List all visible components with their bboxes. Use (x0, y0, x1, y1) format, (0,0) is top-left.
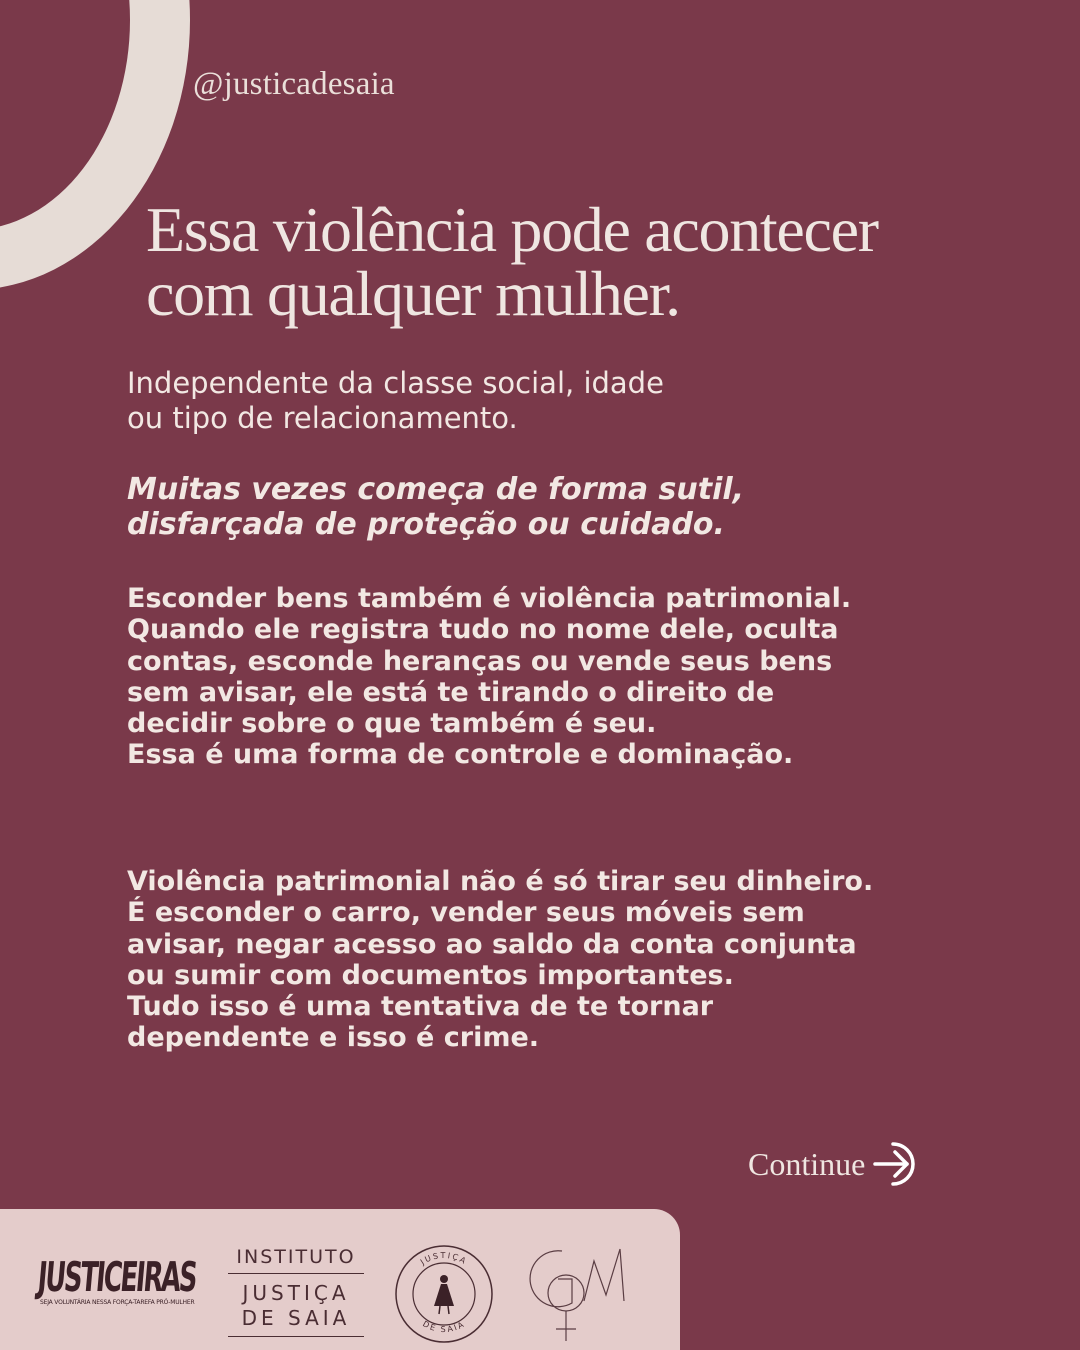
paragraph-line: sem avisar, ele está te tirando o direito de (127, 676, 775, 708)
paragraph-line: Violência patrimonial não é só tirar seu dinheiro. (127, 866, 874, 897)
paragraph-line: Tudo isso é uma tentativa de te tornar (127, 991, 714, 1023)
headline-line: Essa violência pode acontecer (146, 194, 878, 265)
woman-figure-icon (434, 1275, 454, 1314)
paragraph-line: contas, esconde heranças ou vende seus bens (127, 645, 833, 677)
justiceiras-wordmark: JUSTICEIRAS (35, 1253, 198, 1301)
seal-bottom-text: DE SAIA (421, 1319, 467, 1335)
emphasis-line: Muitas vezes começa de forma sutil, (127, 472, 745, 507)
instituto-line: JUSTIÇA (242, 1281, 350, 1305)
paragraph-patrimonial-violence (127, 866, 873, 1054)
instituto-line: INSTITUTO (228, 1245, 364, 1274)
paragraph-line: É esconder o carro, vender seus móveis sem (127, 897, 805, 929)
paragraph-line: Esconder bens também é violência patrimonial. (127, 583, 852, 614)
paragraph-line: Quando ele registra tudo no nome dele, oculta (127, 614, 839, 646)
justiceiras-logo (35, 1253, 202, 1333)
headline (146, 194, 1026, 329)
instituto-justica-de-saia-logo (228, 1245, 364, 1337)
justica-de-saia-seal-logo (392, 1242, 496, 1346)
paragraph-hiding-assets (127, 583, 851, 771)
svg-text:JUSTIÇA (418, 1251, 469, 1267)
intro-line: Independente da classe social, idade (127, 366, 664, 400)
seal-top-text: JUSTIÇA (418, 1250, 469, 1267)
instagram-handle: @justicadesaia (193, 66, 395, 102)
intro-line: ou tipo de relacionamento. (127, 401, 518, 435)
partners-footer (0, 1209, 680, 1350)
continue-label: Continue (748, 1145, 866, 1182)
instituto-line: DE SAIA (228, 1306, 364, 1337)
continue-button[interactable] (748, 1138, 921, 1190)
gm-venus-monogram-icon (528, 1243, 638, 1343)
paragraph-line: decidir sobre o que também é seu. (127, 708, 657, 740)
paragraph-line: Essa é uma forma de controle e dominação. (127, 739, 794, 771)
svg-text:DE SAIA (421, 1319, 467, 1334)
intro-text (127, 366, 664, 436)
arrow-right-circle-icon (873, 1138, 921, 1190)
paragraph-line: dependente e isso é crime. (127, 1022, 540, 1054)
emphasis-line: disfarçada de proteção ou cuidado. (127, 507, 725, 542)
paragraph-line: ou sumir com documentos importantes. (127, 959, 734, 991)
justiceiras-tagline: SEJA VOLUNTÁRIA NESSA FORÇA-TAREFA PRÓ-MULHER (40, 1299, 195, 1306)
paragraph-line: avisar, negar acesso ao saldo da conta conjunta (127, 928, 857, 960)
headline-line: com qualquer mulher. (146, 258, 680, 329)
emphasis-text (127, 472, 744, 542)
